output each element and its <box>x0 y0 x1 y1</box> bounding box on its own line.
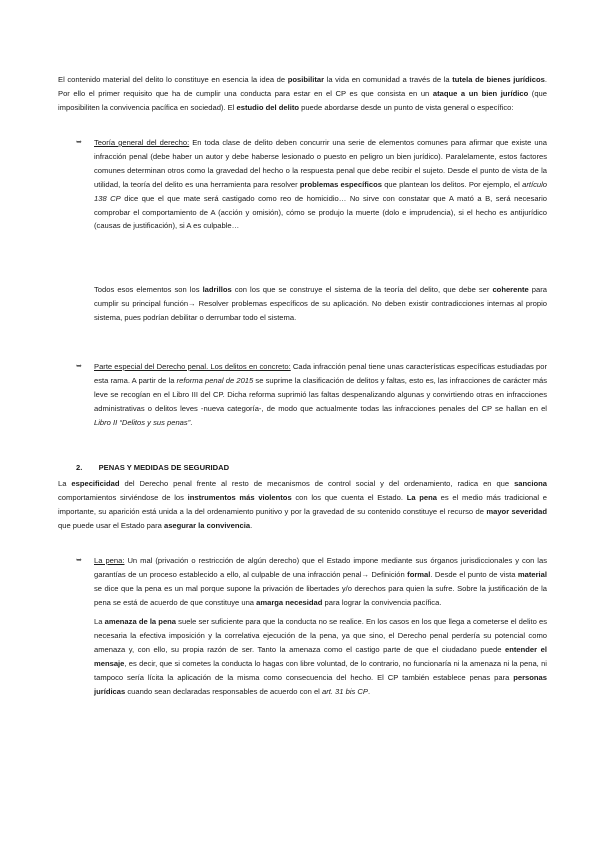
bullet-arrow-icon: ➥ <box>76 138 82 146</box>
section-number: 2. <box>76 463 83 472</box>
text-run: Un mal (privación o restricción de algún derecho) que el Estado impone mediante sus órganos jurisdiccionales y con las garantías de un proceso establecido a ello, al culpable de una infracción penal→ Definición <box>94 556 547 579</box>
text-run: En toda clase de delito deben concurrir una serie de elementos comunes para afirmar que existe una infracción penal (debe haber un autor y debe haberse lesionado o puesto en peligro un bien jurídico). Paralelamente, estos factores comunes determinan otros como la gravedad del hecho o la respuesta penal que debe recibir el sujeto. Desde el punto de vista de la utilidad, la teoría del delito es una herramienta para resolver <box>94 138 548 189</box>
text-run: dice que el que mate será castigado como reo de homicidio… No sirve con constatar que A mató a B, será necesario comprobar el comportamiento de A (acción y omisión), cómo se produjo la muerte (dolo e imprudencia), si el hecho es antijurídico (causas de justificación), si A es culpable… <box>94 193 547 231</box>
text-run: sanciona <box>514 479 547 488</box>
text-run: que plantean los delitos. Por ejemplo, el <box>381 179 523 189</box>
text-run: Teoría general del derecho: <box>94 138 190 147</box>
text-run: La <box>58 479 72 488</box>
text-run: artículo 138 CP <box>94 179 547 203</box>
text-run: ladrillos <box>202 285 232 294</box>
text-run: tutela de bienes jurídicos <box>452 75 545 84</box>
text-run: para cumplir su principal función→ Resolver problemas específicos de su aplicación. No deben existir contradicciones internas al propio sistema, pues podrían debilitar o derrumbar todo el sistema. <box>94 285 548 322</box>
text-run: que puede usar el Estado para <box>58 520 164 530</box>
text-run: del Derecho penal frente al resto de mecanismos de control social y del ordenamiento, radica en que <box>119 479 515 488</box>
text-run: La pena <box>406 492 437 502</box>
text-run: con los que cuenta el Estado. <box>291 492 407 502</box>
text-run: amenaza de la pena <box>104 617 177 626</box>
amenaza-paragraph <box>94 615 547 698</box>
text-run: personas jurídicas <box>94 672 547 696</box>
text-run: , es decir, que si cometes la conducta lo hagas con libre voluntad, de lo contrario, no funcionaría ni la amenaza ni la pena, ni tampoco sería lícita la aplicación de la misma como consecuencia del hecho. El CP también establece penas para <box>94 658 547 682</box>
text-run: . <box>250 520 253 530</box>
text-run: instrumentos más violentos <box>187 492 292 502</box>
text-run: Cada infracción penal tiene unas características específicas estudiadas por esta rama. A partir de la <box>94 362 547 385</box>
text-run: puede abordarse desde un punto de vista general o específico: <box>299 102 514 112</box>
text-run: amarga necesidad <box>256 597 323 607</box>
text-run: . <box>367 686 371 696</box>
bullet-arrow-icon: ➥ <box>76 556 82 564</box>
text-run: art. 31 bis CP <box>321 686 368 696</box>
text-run: estudio del delito <box>236 102 299 112</box>
especificidad-paragraph <box>58 477 547 533</box>
text-run: posibilitar <box>287 75 325 84</box>
bullet-arrow-icon: ➥ <box>76 362 82 370</box>
text-run: Libro II “Delitos y sus penas” <box>94 417 191 427</box>
text-run: es el medio más tradicional e importante, su aparición está unida a la del ordenamiento punitivo y por la gravedad de su contenido constituye el recurso de <box>58 492 547 516</box>
text-run: formal <box>407 569 431 579</box>
text-run: . Por ello el primer requisito que ha de cumplir una conducta para estar en el CP es que consista en un <box>58 75 547 98</box>
text-run: La <box>94 617 105 626</box>
text-run: . <box>190 417 193 427</box>
text-run: Todos esos elementos son los <box>94 285 203 294</box>
ladrillos-paragraph <box>94 283 547 325</box>
text-run: coherente <box>492 285 529 294</box>
text-run: asegurar la convivencia <box>163 520 251 530</box>
intro-paragraph <box>58 73 547 115</box>
text-run: con los que se construye el sistema de la teoría del delito, que debe ser <box>231 285 493 294</box>
text-run: suele ser suficiente para que la conducta no se realice. En los casos en los que llega a cometerse el delito es necesaria la efectiva imposición y la correlativa ejecución de la pena, ya que sino, el Derecho penal perdería su potencial como amenaza y, con ello, su propia razón de ser. Tanto la amenaza como el castigo parte de que el ciudadano puede <box>94 617 547 654</box>
text-run: problemas específicos <box>299 179 382 189</box>
section-heading <box>76 461 536 475</box>
parte-especial-paragraph <box>94 360 547 430</box>
text-run: ataque a un bien jurídico <box>432 88 529 98</box>
text-run: para lograr la convivencia pacífica. <box>322 597 442 607</box>
la-pena-paragraph <box>94 554 547 610</box>
section-title: PENAS Y MEDIDAS DE SEGURIDAD <box>98 463 230 472</box>
text-run: especificidad <box>71 479 120 488</box>
text-run: material <box>517 569 548 579</box>
text-run: comportamientos sirviéndose de los <box>58 492 188 502</box>
teoria-general-paragraph <box>94 136 547 233</box>
text-run: entender el mensaje <box>94 644 547 668</box>
text-run: reforma penal de 2015 <box>176 375 254 385</box>
text-run: Parte especial del Derecho penal. Los delitos en concreto: <box>94 362 291 371</box>
text-run: . Desde el punto de vista <box>430 569 518 579</box>
text-run: cuando sean declaradas responsables de acuerdo con el <box>125 686 322 696</box>
text-run: El contenido material del delito lo constituye en esencia la idea de <box>58 75 288 84</box>
text-run: (que imposibiliten la convivencia pacífica en sociedad). El <box>58 88 548 112</box>
text-run: se dice que la pena es un mal porque supone la privación de libertades y/o derechos para quien la sufre. Sobre la justificación de la pena se está de acuerdo de que constituye una <box>94 583 547 607</box>
text-run: La pena: <box>94 556 125 565</box>
text-run: mayor severidad <box>486 506 547 516</box>
text-run: se suprime la clasificación de delitos y faltas, esto es, las infracciones de carácter más leve se recogían en el Libro III del CP. Dicha reforma suprimió las faltas despenalizando algunas y convirtiendo otras en infracciones administrativas o delitos leves -nueva categoría-, de modo que actualmente todas las infracciones penales del CP se hallan en el <box>94 375 548 413</box>
text-run: la vida en comunidad a través de la <box>324 75 453 84</box>
